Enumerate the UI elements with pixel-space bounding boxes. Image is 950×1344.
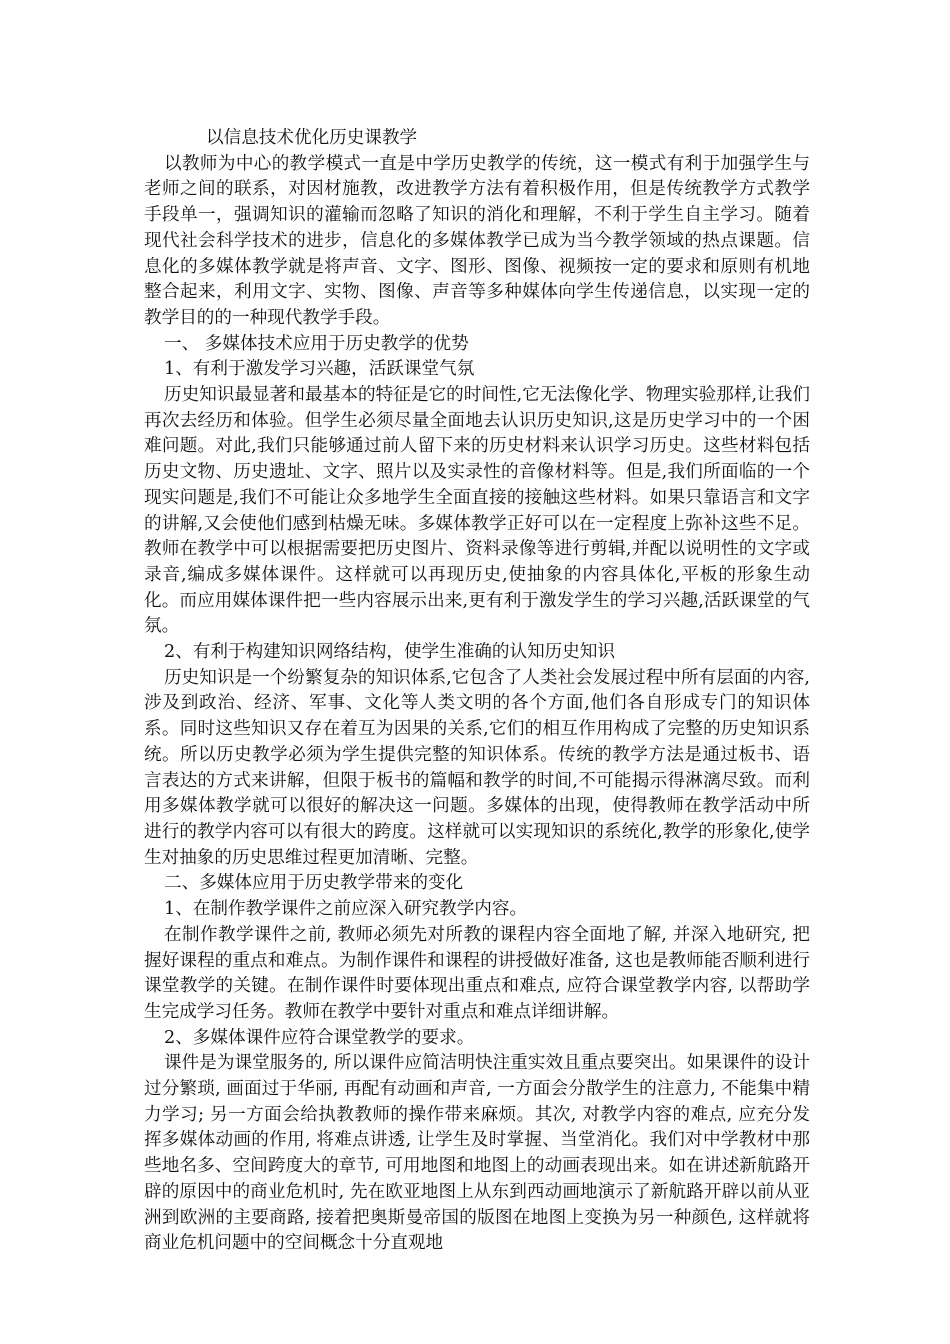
section-heading-1: 一、 多媒体技术应用于历史教学的优势 (164, 333, 469, 354)
subsection-heading-2-1: 1、在制作教学课件之前应深入研究教学内容。 (164, 899, 528, 920)
intro-paragraph: 以教师为中心的教学模式一直是中学历史教学的传统，这一模式有利于加强学生与老师之间的联系，对因材施教，改进教学方法有着积极作用，但是传统教学方式教学手段单一，强调知识的灌输而忽略了知识的消化和理解，不利于学生自主学习。随着现代社会科学技术的进步，信息化的多媒体教学已成为当今教学领域的热点课题。信息化的多媒体教学就是将声音、文字、图形、图像、视频按一定的要求和原则有机地整合起来，利用文字、实物、图像、声音等多种媒体向学生传递信息，以实现一定的教学目的的一种现代教学手段。 (144, 153, 810, 328)
body-paragraph: 历史知识最显著和最基本的特征是它的时间性,它无法像化学、物理实验那样,让我们再次去经历和体验。但学生必须尽量全面地去认识历史知识,这是历史学习中的一个困难问题。对此,我们只能够通过前人留下来的历史材料来认识学习历史。这些材料包括历史文物、历史遗址、文字、照片以及实录性的音像材料等。但是,我们所面临的一个现实问题是,我们不可能让众多地学生全面直接的接触这些材料。如果只靠语言和文字的讲解,又会使他们感到枯燥无味。多媒体教学正好可以在一定程度上弥补这些不足。教师在教学中可以根据需要把历史图片、资料录像等进行剪辑,并配以说明性的文字或录音,编成多媒体课件。这样就可以再现历史,使抽象的内容具体化,平板的形象生动化。而应用媒体课件把一些内容展示出来,更有利于激发学生的学习兴趣,活跃课堂的气氛。 (144, 385, 810, 637)
subsection-heading-1-1: 1、有利于激发学习兴趣，活跃课堂气氛 (164, 359, 475, 380)
subsection-heading-2-2: 2、多媒体课件应符合课堂教学的要求。 (164, 1027, 475, 1048)
subsection-heading-1-2: 2、有利于构建知识网络结构，使学生准确的认知历史知识 (164, 642, 616, 663)
section-heading-2: 二、多媒体应用于历史教学带来的变化 (164, 873, 464, 894)
document-page (144, 126, 810, 1257)
body-paragraph: 历史知识是一个纷繁复杂的知识体系,它包含了人类社会发展过程中所有层面的内容,涉及到政治、经济、军事、文化等人类文明的各个方面,他们各自形成专门的知识体系。同时这些知识又存在着互为因果的关系,它们的相互作用构成了完整的历史知识系统。所以历史教学必须为学生提供完整的知识体系。传统的教学方法是通过板书、语言表达的方式来讲解，但限于板书的篇幅和教学的时间,不可能揭示得淋漓尽致。而利用多媒体教学就可以很好的解决这一问题。多媒体的出现，使得教师在教学活动中所进行的教学内容可以有很大的跨度。这样就可以实现知识的系统化,教学的形象化,使学生对抽象的历史思维过程更加清晰、完整。 (144, 667, 810, 868)
document-title: 以信息技术优化历史课教学 (206, 128, 418, 148)
body-paragraph: 课件是为课堂服务的, 所以课件应简洁明快注重实效且重点要突出。如果课件的设计过分繁琐, 画面过于华丽, 再配有动画和声音, 一方面会分散学生的注意力, 不能集中精力学习; 另一方面会给执教教师的操作带来麻烦。其次, 对教学内容的难点, 应充分发挥多媒体动画的作用, 将难点讲透, 让学生及时掌握、当堂消化。我们对中学教材中那些地名多、空间跨度大的章节, 可用地图和地图上的动画表现出来。如在讲述新航路开辟的原因中的商业危机时, 先在欧亚地图上从东到西动画地演示了新航路开辟以前从亚洲到欧洲的主要商路, 接着把奥斯曼帝国的版图在地图上变换为另一种颜色, 这样就将商业危机问题中的空间概念十分直观地 (144, 1053, 810, 1254)
body-paragraph: 在制作教学课件之前, 教师必须先对所教的课程内容全面地了解, 并深入地研究, 把握好课程的重点和难点。为制作课件和课程的讲授做好准备, 这也是教师能否顺利进行课堂教学的关键。在制作课件时要体现出重点和难点, 应符合课堂教学内容, 以帮助学生完成学习任务。教师在教学中要针对重点和难点详细讲解。 (144, 924, 810, 1022)
